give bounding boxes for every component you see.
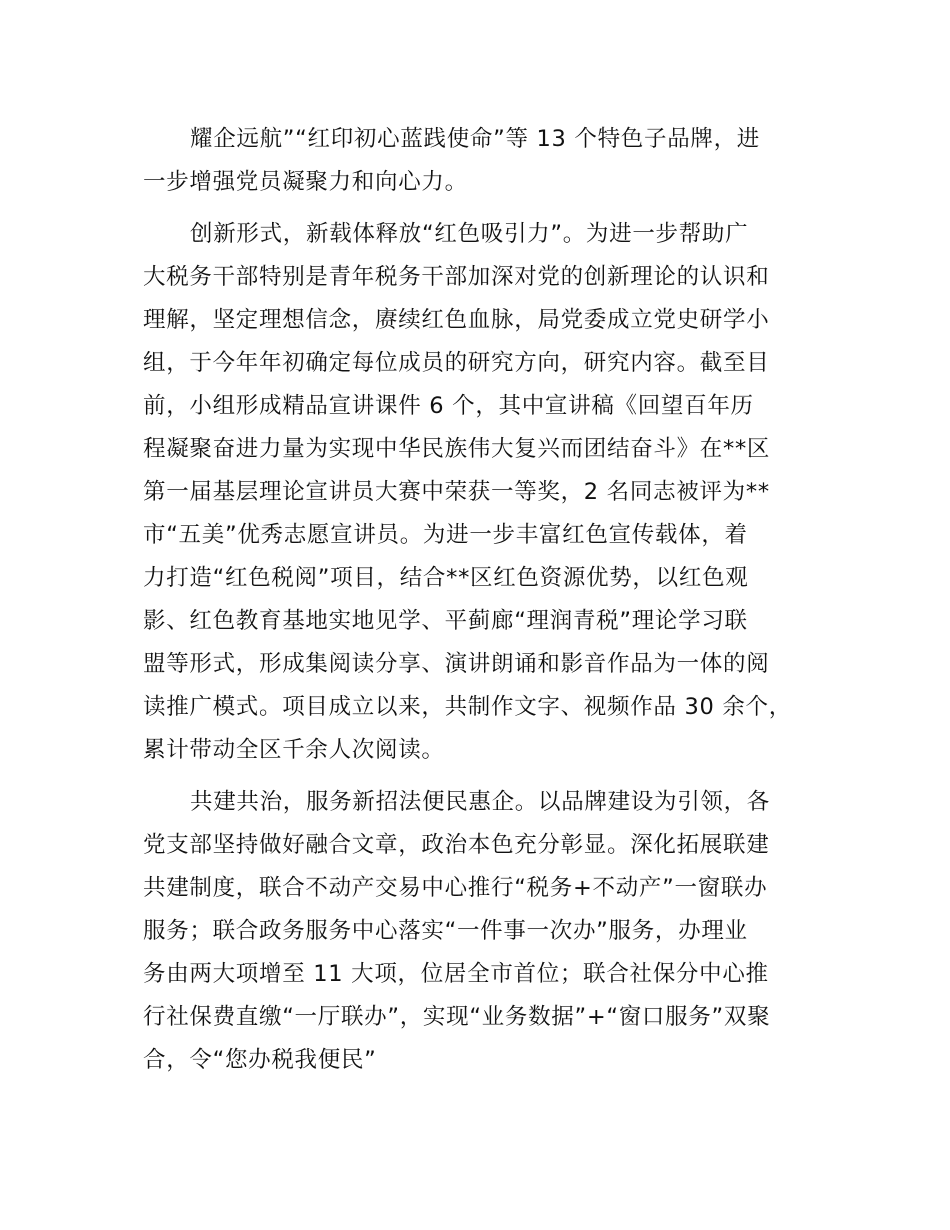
text-line: 创新形式，新载体释放“红色吸引力”。为进一步帮助广 bbox=[190, 221, 749, 247]
text-line: 大税务干部特别是青年税务干部加深对党的创新理论的认识和 bbox=[143, 264, 770, 290]
text-line: 前，小组形成精品宣讲课件 6 个，其中宣讲稿《回望百年历 bbox=[143, 393, 754, 419]
text-line: 程凝聚奋进力量为实现中华民族伟大复兴而团结奋斗》在**区 bbox=[143, 436, 771, 462]
text-line: 理解，坚定理想信念，赓续红色血脉，局党委成立党史研学小 bbox=[143, 307, 770, 333]
text-line: 盟等形式，形成集阅读分享、演讲朗诵和影音作品为一体的阅 bbox=[143, 651, 770, 677]
text-line: 党支部坚持做好融合文章，政治本色充分彰显。深化拓展联建 bbox=[143, 832, 770, 858]
text-line: 合，令“您办税我便民” bbox=[143, 1047, 377, 1073]
text-line: 共建制度，联合不动产交易中心推行“税务+不动产”一窗联办 bbox=[143, 875, 768, 901]
text-line: 一步增强党员凝聚力和向心力。 bbox=[143, 169, 468, 195]
text-line: 服务；联合政务服务中心落实“一件事一次办”服务，办理业 bbox=[143, 918, 748, 944]
text-line: 第一届基层理论宣讲员大赛中荣获一等奖，2 名同志被评为** bbox=[143, 479, 770, 505]
text-line: 市“五美”优秀志愿宣讲员。为进一步丰富红色宣传载体，着 bbox=[143, 522, 748, 548]
text-line: 行社保费直缴“一厅联办”，实现“业务数据”+“窗口服务”双聚 bbox=[143, 1004, 771, 1030]
text-line: 务由两大项增至 11 大项，位居全市首位；联合社保分中心推 bbox=[143, 961, 769, 987]
text-line: 共建共治，服务新招法便民惠企。以品牌建设为引领，各 bbox=[190, 789, 771, 815]
text-line: 耀企远航”“红印初心蓝践使命”等 13 个特色子品牌，进 bbox=[190, 126, 761, 152]
text-line: 影、红色教育基地实地见学、平蓟廊“理润青税”理论学习联 bbox=[143, 608, 748, 634]
paragraph-innovation bbox=[143, 213, 823, 772]
text-line: 累计带动全区千余人次阅读。 bbox=[143, 737, 445, 763]
document-body bbox=[143, 118, 823, 1082]
text-line: 力打造“红色税阅”项目，结合**区红色资源优势，以红色观 bbox=[143, 565, 749, 591]
paragraph-co-construction bbox=[143, 781, 823, 1082]
text-line: 组，于今年年初确定每位成员的研究方向，研究内容。截至目 bbox=[143, 350, 770, 376]
text-line: 读推广模式。项目成立以来，共制作文字、视频作品 30 余个， bbox=[143, 694, 792, 720]
paragraph-brand-continuation bbox=[143, 118, 823, 204]
